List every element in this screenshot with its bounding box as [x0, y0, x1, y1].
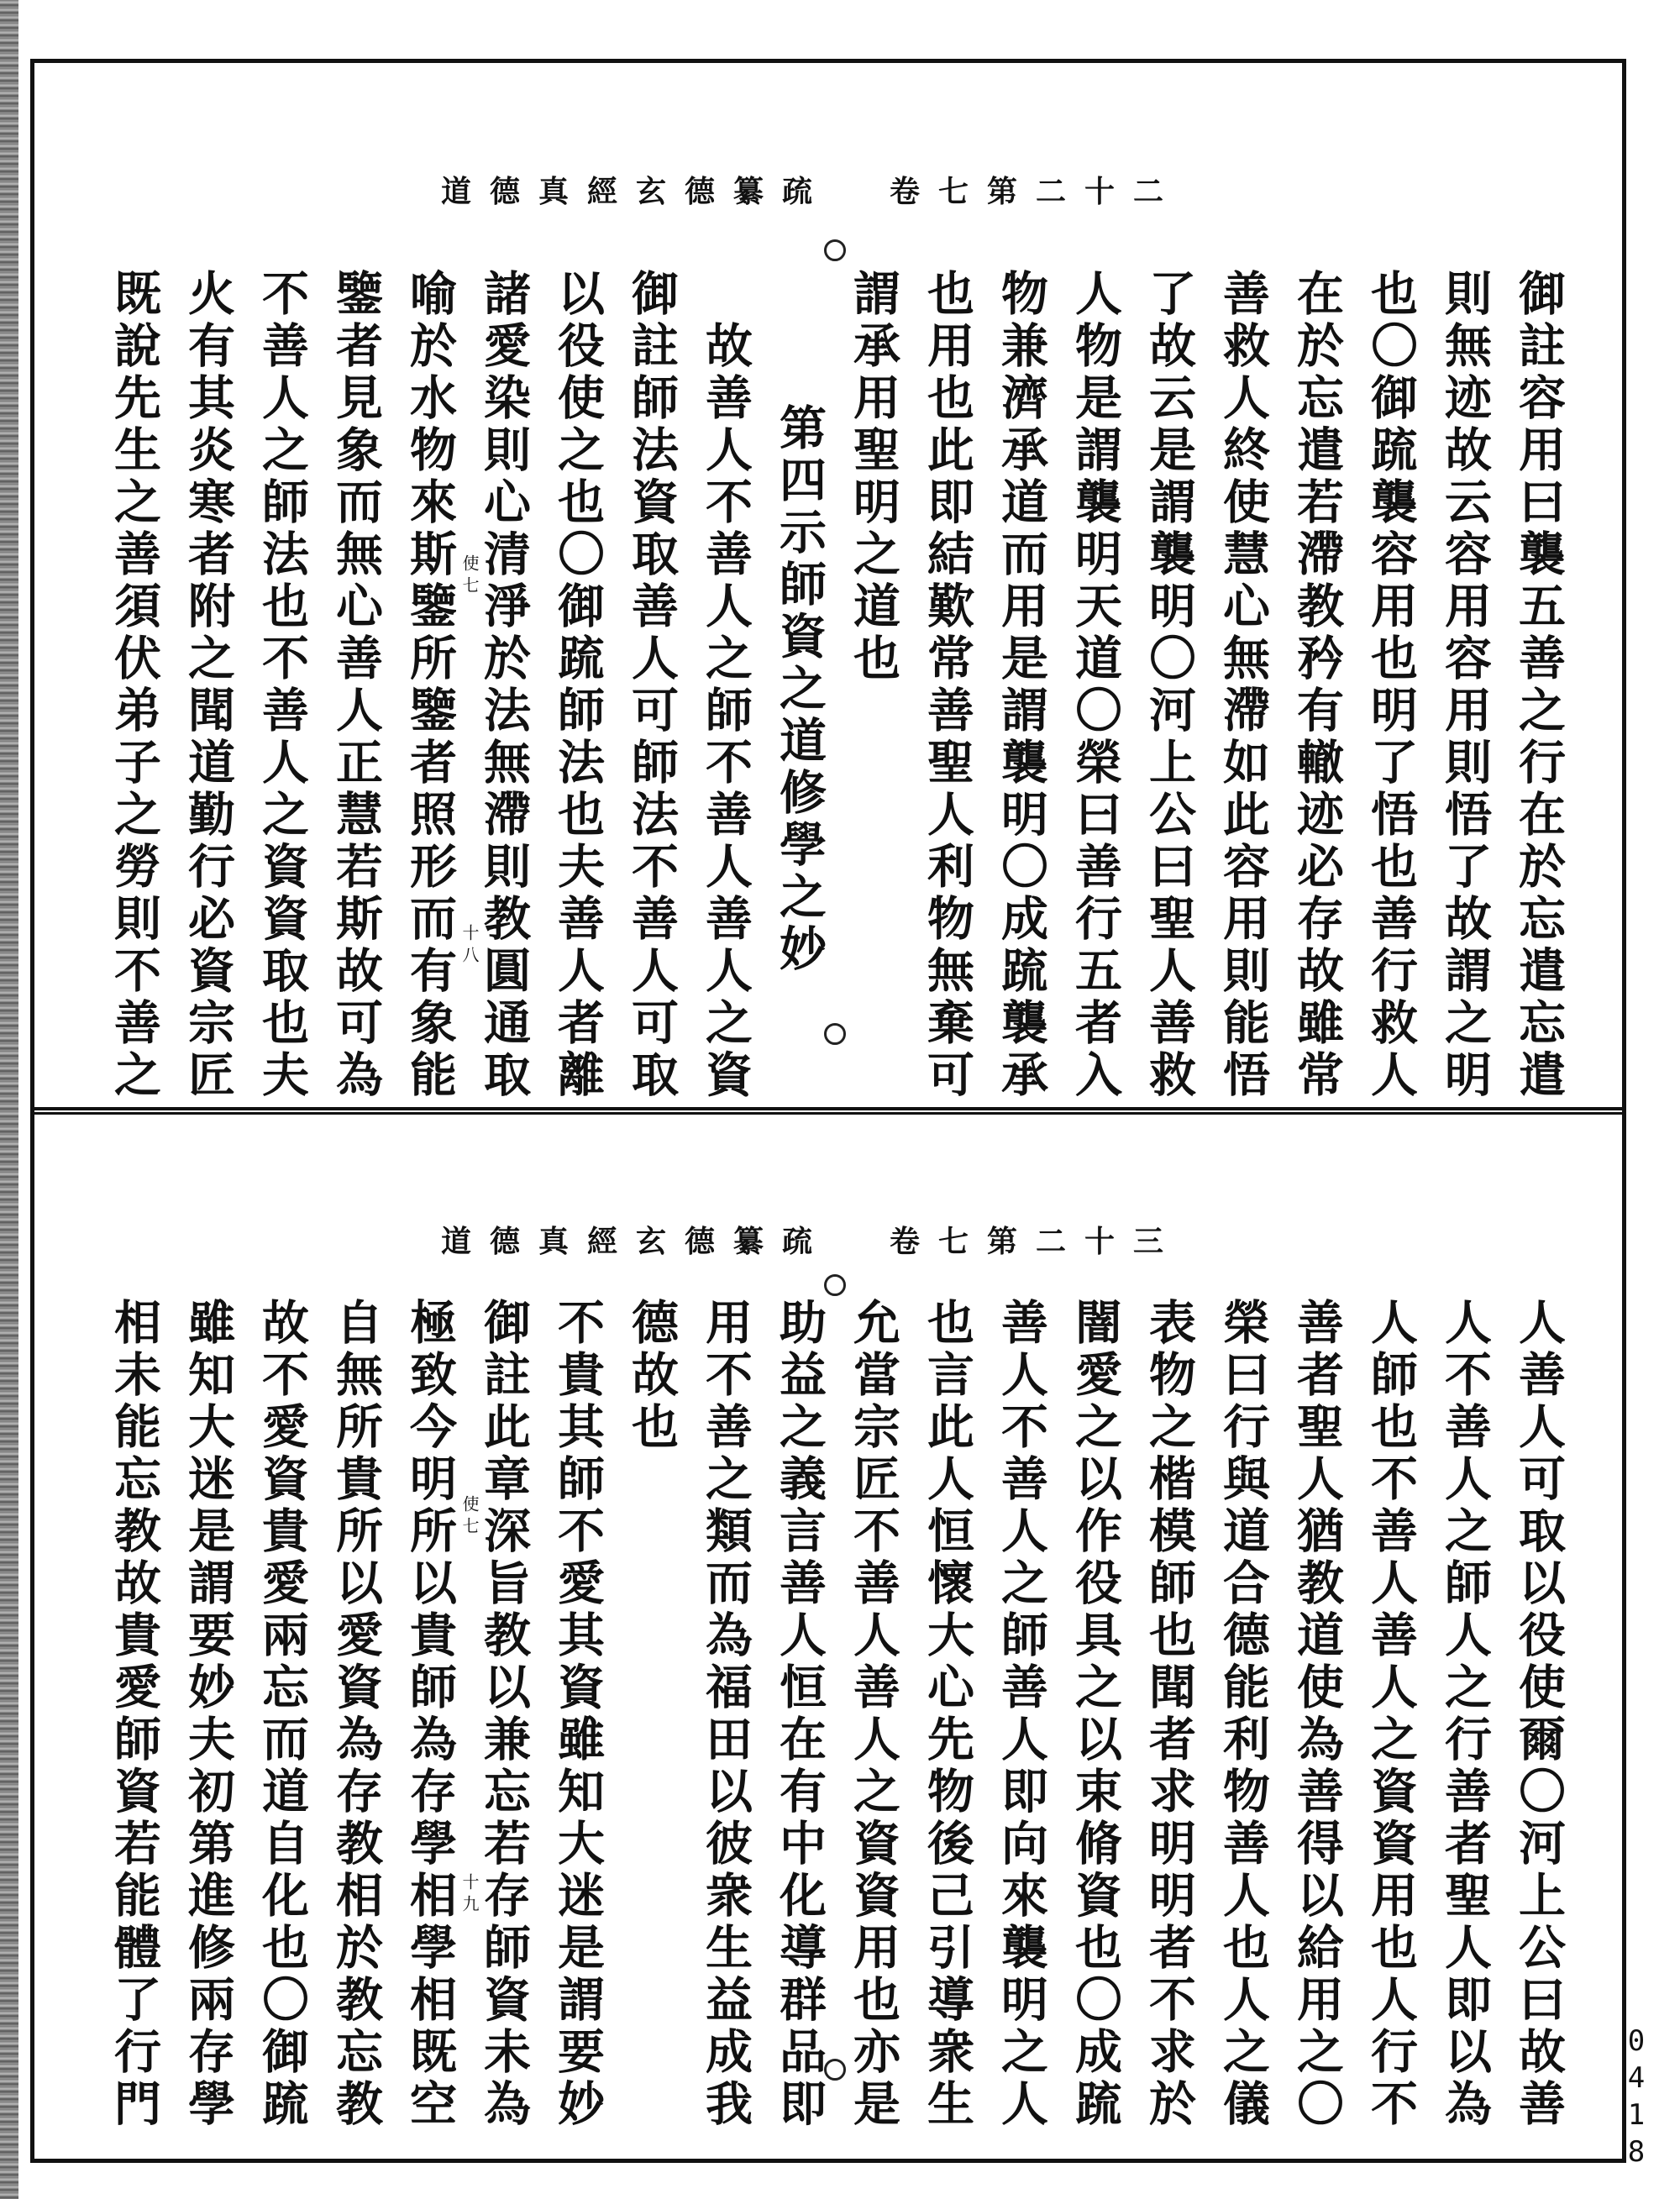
- text-column: 人善人可取以役使爾〇河上公曰故善: [1511, 1298, 1567, 2131]
- text-column: 以役使之也〇御䟽師法也夫善人者離: [550, 269, 606, 1102]
- text-column: 人不善人之師人之行善者聖人即以為: [1437, 1298, 1493, 2131]
- text-column: 謂承用聖明之道也: [846, 269, 901, 685]
- margin-note: 使七: [459, 1495, 480, 1539]
- text-column: 允當宗匠不善人善人之資資用也亦是: [846, 1298, 901, 2131]
- text-column: 諸愛染則心清淨於法無滯則教圓通取: [476, 269, 532, 1102]
- header-title: 道德真經玄德纂疏: [440, 174, 831, 209]
- bottom-page-header: [223, 1218, 1399, 1268]
- text-column: 也言此人恒懷大心先物後己引導衆生: [920, 1298, 975, 2131]
- text-columns: [97, 269, 1576, 1102]
- margin-note: 十八: [459, 924, 480, 968]
- text-column: 也用也此即結歎常善聖人利物無棄可: [920, 269, 975, 1102]
- text-column: 善者聖人猶教道使為善得以給用之〇: [1289, 1298, 1345, 2131]
- text-column: 則無迹故云容用容用則悟了故謂之明: [1437, 269, 1493, 1102]
- scripture-line: 不貴其師不愛其資雖知大迷是謂要妙: [550, 1298, 606, 2131]
- scripture-line: 故善人不善人之師不善人善人之資: [698, 321, 753, 1102]
- header-title: 道德真經玄德纂疏: [440, 1224, 831, 1259]
- text-column: 御註此章深旨教以兼忘若存師資未為: [476, 1298, 532, 2131]
- text-column: 德故也: [624, 1298, 680, 1454]
- text-column: 人師也不善人善人之資資用也人行不: [1363, 1298, 1419, 2131]
- top-page: [30, 59, 1626, 1109]
- text-column: 榮曰行與道合德能利物善人也人之儀: [1215, 1298, 1271, 2131]
- text-column: 既說先生之善須伏弟子之勞則不善之: [107, 269, 162, 1102]
- header-volume: 卷七第二十二: [890, 174, 1183, 209]
- header-volume: 卷七第二十三: [890, 1224, 1183, 1259]
- text-column: 鑒者見象而無心善人正慧若斯故可為: [328, 269, 384, 1102]
- text-column: 助益之義言善人恒在有中化導群品即: [772, 1298, 827, 2131]
- text-column: 善人不善人之師善人即向來襲明之人: [994, 1298, 1049, 2131]
- text-column: 善救人終使慧心無滯如此容用則能悟: [1215, 269, 1271, 1102]
- text-column: 極致今明所以貴師為存學相學相既空: [402, 1298, 458, 2131]
- margin-note: 十九: [459, 1873, 480, 1917]
- section-heading: 第四示師資之道修學之妙: [772, 403, 827, 976]
- text-column: 闇愛之以作役具之以束脩資也〇成䟽: [1068, 1298, 1123, 2131]
- text-column: 也〇御䟽襲容用也明了悟也善行救人: [1363, 269, 1419, 1102]
- text-columns: [97, 1298, 1576, 2131]
- text-column: 了故云是謂襲明〇河上公曰聖人善救: [1142, 269, 1197, 1102]
- text-column: 不善人之師法也不善人之資資取也夫: [255, 269, 310, 1102]
- text-column: 故不愛資貴愛兩忘而道自化也〇御䟽: [255, 1298, 310, 2131]
- text-column: 御註容用曰襲五善之行在於忘遣忘遣: [1511, 269, 1567, 1102]
- text-column: 人物是謂襲明天道〇榮曰善行五者入: [1068, 269, 1123, 1102]
- text-column: 自無所貴所以愛資為存教相於教忘教: [328, 1298, 384, 2131]
- text-column: 用不善之類而為福田以彼衆生益成我: [698, 1298, 753, 2131]
- text-column: 雖知大迷是謂要妙夫初第進修兩存學: [181, 1298, 236, 2131]
- text-column: 喻於水物來斯鑒所鑒者照形而有象能: [402, 269, 458, 1102]
- top-page-header: [223, 168, 1399, 218]
- scan-edge: [0, 0, 18, 2199]
- text-column: 在於忘遣若滯教矜有轍迹必存故雖常: [1289, 269, 1345, 1102]
- text-column: 物兼濟承道而用是謂襲明〇成䟽襲承: [994, 269, 1049, 1102]
- text-column: 御註師法資取善人可師法不善人可取: [624, 269, 680, 1102]
- margin-note: 使七: [459, 554, 480, 598]
- binding-hole-icon: [824, 1274, 846, 1296]
- page-number: 0418: [1620, 2024, 1653, 2172]
- text-column: 表物之楷模師也聞者求明明者不求於: [1142, 1298, 1197, 2131]
- text-column: 相未能忘教故貴愛師資若能體了行門: [107, 1298, 162, 2131]
- text-column: 火有其炎寒者附之聞道勤行必資宗匠: [181, 269, 236, 1102]
- binding-hole-icon: [824, 239, 846, 261]
- bottom-page: [30, 1113, 1626, 2163]
